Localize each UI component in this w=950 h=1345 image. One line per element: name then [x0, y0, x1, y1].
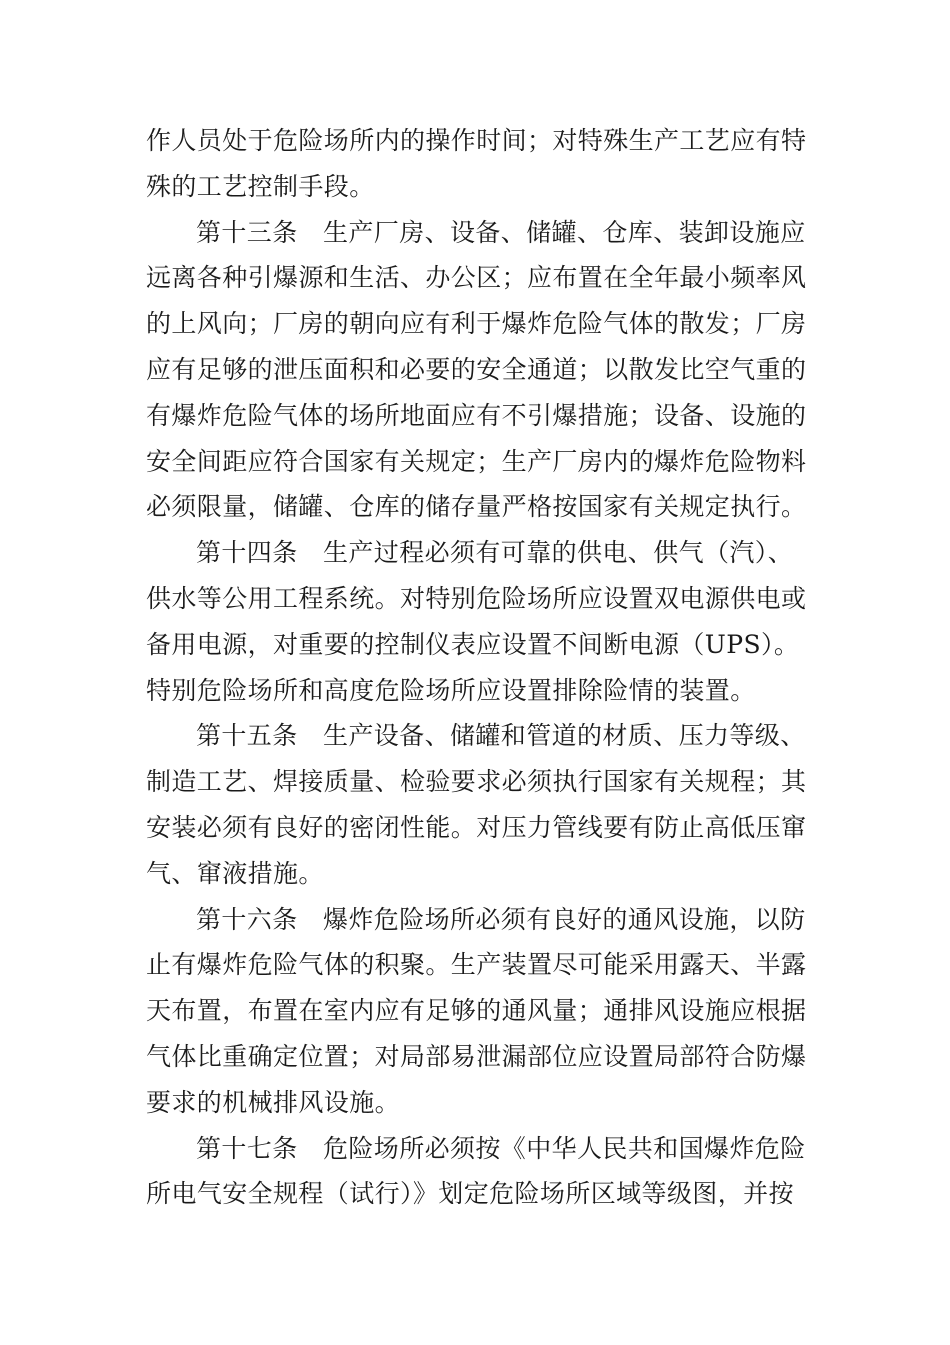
text-line: 应有足够的泄压面积和必要的安全通道；以散发比空气重的: [146, 354, 807, 384]
text-line: 作人员处于危险场所内的操作时间；对特殊生产工艺应有特: [146, 126, 807, 155]
text-line: 供水等公用工程系统。对特别危险场所应设置双电源供电或: [146, 583, 807, 613]
article-17-heading-line: 第十七条 危险场所必须按《中华人民共和国爆炸危险: [196, 1133, 806, 1163]
text-line: 气体比重确定位置；对局部易泄漏部位应设置局部符合防爆: [146, 1041, 807, 1071]
text-line: 特别危险场所和高度危险场所应设置排除险情的装置。: [146, 675, 756, 705]
text-line: 有爆炸危险气体的场所地面应有不引爆措施；设备、设施的: [146, 400, 807, 430]
text-line: 远离各种引爆源和生活、办公区；应布置在全年最小频率风: [146, 263, 807, 293]
text-line: 安装必须有良好的密闭性能。对压力管线要有防止高低压窜: [146, 812, 807, 842]
text-line: 所电气安全规程（试行）》划定危险场所区域等级图，并按: [146, 1179, 794, 1209]
article-15-heading-line: 第十五条 生产设备、储罐和管道的材质、压力等级、: [196, 721, 806, 751]
text-line: 气、窜液措施。: [146, 858, 324, 888]
text-line: 的上风向；厂房的朝向应有利于爆炸危险气体的散发；厂房: [146, 309, 807, 339]
text-line: 备用电源，对重要的控制仪表应设置不间断电源（UPS）。: [146, 629, 800, 659]
text-line: 止有爆炸危险气体的积聚。生产装置尽可能采用露天、半露: [146, 950, 807, 980]
article-14-heading-line: 第十四条 生产过程必须有可靠的供电、供气（汽）、: [196, 538, 794, 568]
text-line: 必须限量，储罐、仓库的储存量严格按国家有关规定执行。: [146, 492, 807, 522]
article-16-heading-line: 第十六条 爆炸危险场所必须有良好的通风设施，以防: [196, 904, 806, 934]
text-line: 天布置，布置在室内应有足够的通风量；通排风设施应根据: [146, 996, 807, 1026]
text-line: 制造工艺、焊接质量、检验要求必须执行国家有关规程；其: [146, 767, 807, 797]
text-line: 要求的机械排风设施。: [146, 1087, 401, 1117]
text-line: 安全间距应符合国家有关规定；生产厂房内的爆炸危险物料: [146, 446, 807, 476]
text-line: 殊的工艺控制手段。: [146, 171, 375, 201]
article-13-heading-line: 第十三条 生产厂房、设备、储罐、仓库、装卸设施应: [196, 217, 806, 247]
document-body: [146, 118, 810, 1217]
